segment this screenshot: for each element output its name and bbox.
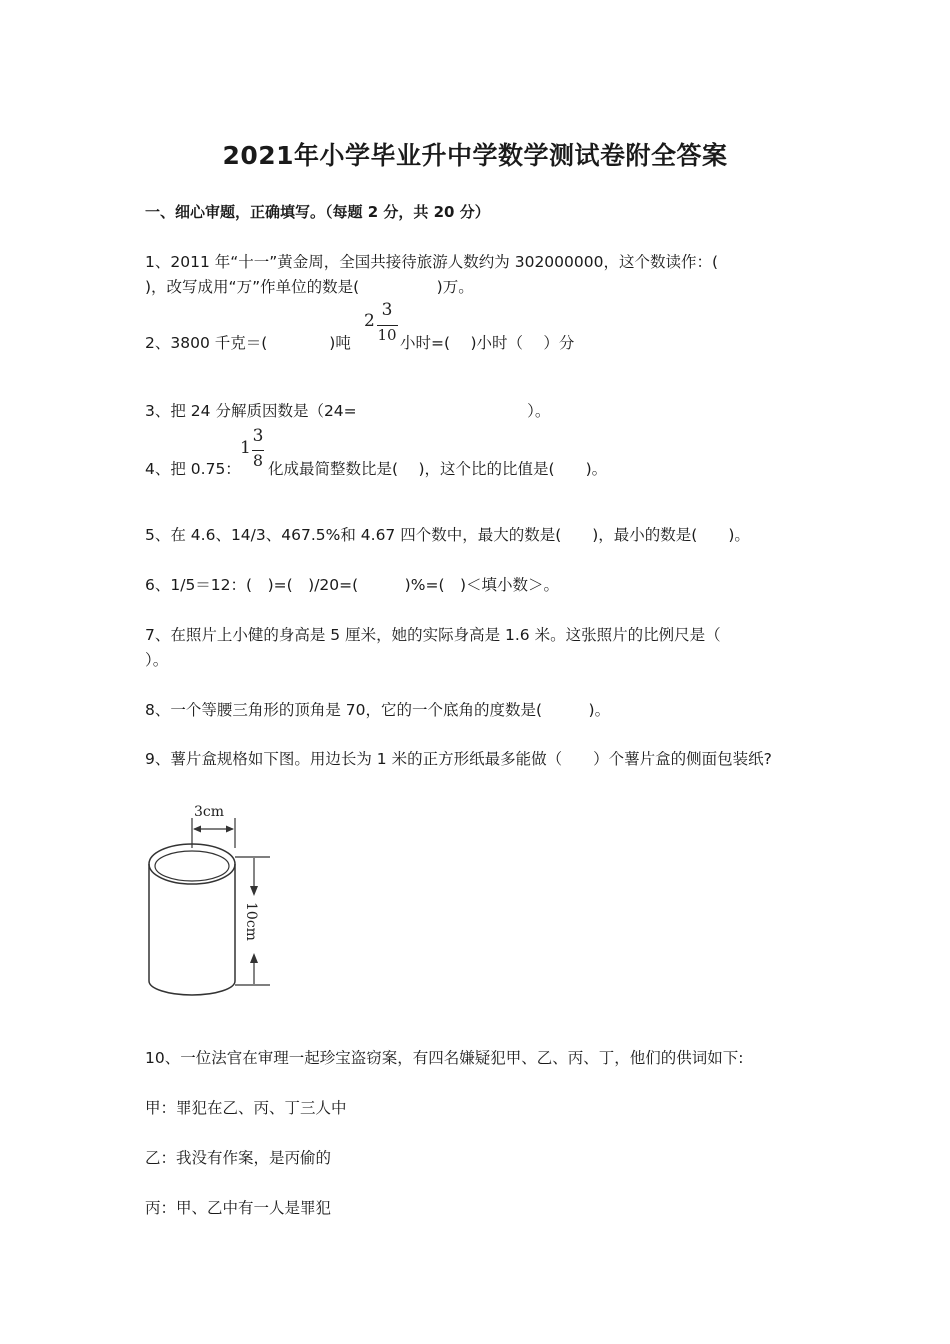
question-2-part-2: 小时=( )小时（ ）分 [400,334,575,352]
section-heading: 一、细心审题，正确填写。（每题 2 分，共 20 分） [145,203,490,221]
cylinder-top-inner [155,851,229,881]
width-arrow-left [193,826,201,833]
question-3: 3、把 24 分解质因数是（24= ）。 [145,402,551,420]
width-arrow-right [226,826,234,833]
fraction-numerator: 3 [381,300,393,320]
chip-canister-figure [140,798,290,1003]
height-arrow-up [250,953,258,963]
fraction-denominator: 8 [252,451,264,470]
question-5: 5、在 4.6、14/3、467.5%和 4.67 四个数中，最大的数是( )，最小的数是( )。 [145,526,750,544]
page-title: 2021年小学毕业升中学数学测试卷附全答案 [222,141,728,170]
question-2-part-1: 2、3800 千克＝( )吨 [145,334,351,352]
cylinder-bottom [149,981,235,995]
height-label: 10cm [243,902,259,941]
question-1-line-1: 1、2011 年“十一”黄金周，全国共接待旅游人数约为 302000000，这个数读作：( [145,253,719,271]
question-7-line-2: ）。 [145,651,169,669]
statement-yi: 乙：我没有作案，是丙偷的 [145,1149,332,1167]
fraction-whole: 1 [240,438,251,458]
fraction-whole: 2 [364,311,375,331]
question-4-part-1: 4、把 0.75： [145,460,241,478]
question-9: 9、薯片盒规格如下图。用边长为 1 米的正方形纸最多能做（ ）个薯片盒的侧面包装纸? [145,750,772,768]
question-1-line-2: )，改写成用“万”作单位的数是( )万。 [145,278,474,296]
width-label: 3cm [193,804,225,820]
height-arrow-down [250,886,258,896]
statement-bing: 丙：甲、乙中有一人是罪犯 [145,1199,332,1217]
mixed-fraction-2-3-10 [364,300,404,352]
question-4-part-2: 化成最简整数比是( )，这个比的比值是( )。 [268,460,608,478]
fraction-denominator: 10 [377,326,397,344]
question-8: 8、一个等腰三角形的顶角是 70，它的一个底角的度数是( )。 [145,701,611,719]
question-10: 10、一位法官在审理一起珍宝盗窃案，有四名嫌疑犯甲、乙、丙、丁，他们的供词如下: [145,1049,744,1067]
question-7-line-1: 7、在照片上小健的身高是 5 厘米，她的实际身高是 1.6 米。这张照片的比例尺是（ [145,626,721,644]
question-6: 6、1/5＝12：( )=( )/20=( )%=( )＜填小数＞。 [145,576,560,594]
mixed-fraction-1-3-8 [240,426,270,474]
statement-jia: 甲：罪犯在乙、丙、丁三人中 [145,1099,347,1117]
cylinder-top-outer [149,844,235,884]
fraction-numerator: 3 [252,426,264,446]
